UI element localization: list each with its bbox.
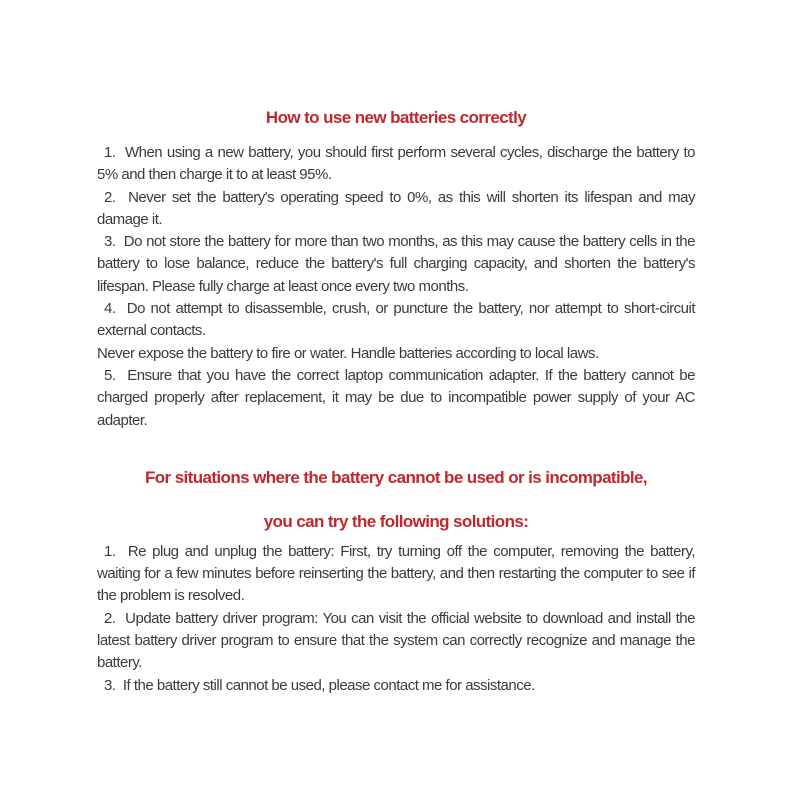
solutions-paragraph: 2. Update battery driver program: You can visit the official website to download and install the latest battery driver program to ensure that the system can correctly recognize and manage the battery.: [97, 609, 695, 672]
usage-section-title: How to use new batteries correctly: [265, 108, 527, 127]
usage-paragraph: 5. Ensure that you have the correct laptop communication adapter. If the battery cannot be charged properly after replacement, it may be due to incompatible power supply of your AC adapter.: [97, 366, 695, 429]
usage-paragraph: 2. Never set the battery's operating speed to 0%, as this will shorten its lifespan and may damage it.: [97, 188, 695, 228]
usage-paragraph: 1. When using a new battery, you should first perform several cycles, discharge the battery to 5% and then charge it to at least 95%.: [97, 144, 695, 184]
usage-paragraph: Never expose the battery to fire or water. Handle batteries according to local laws.: [97, 344, 599, 362]
usage-paragraph: 4. Do not attempt to disassemble, crush, or puncture the battery, nor attempt to short-circuit external contacts.: [97, 300, 695, 340]
solutions-section-title-line2: you can try the following solutions:: [263, 511, 529, 531]
solutions-paragraph-list: [97, 541, 695, 697]
usage-paragraph: 3. Do not store the battery for more than two months, as this may cause the battery cells in the battery to lose balance, reduce the battery's full charging capacity, and shorten the battery's lifespan. Please fully charge at least once every two months.: [97, 233, 695, 295]
solutions-paragraph: 1. Re plug and unplug the battery: First, try turning off the computer, removing the battery, waiting for a few minutes before reinserting the battery, and then restarting the computer to see if the problem is resolved.: [97, 542, 695, 605]
solutions-section-title-line1: For situations where the battery cannot be used or is incompatible,: [144, 467, 647, 487]
usage-paragraph-list: [97, 142, 695, 432]
solutions-paragraph: 3. If the battery still cannot be used, please contact me for assistance.: [104, 676, 535, 694]
